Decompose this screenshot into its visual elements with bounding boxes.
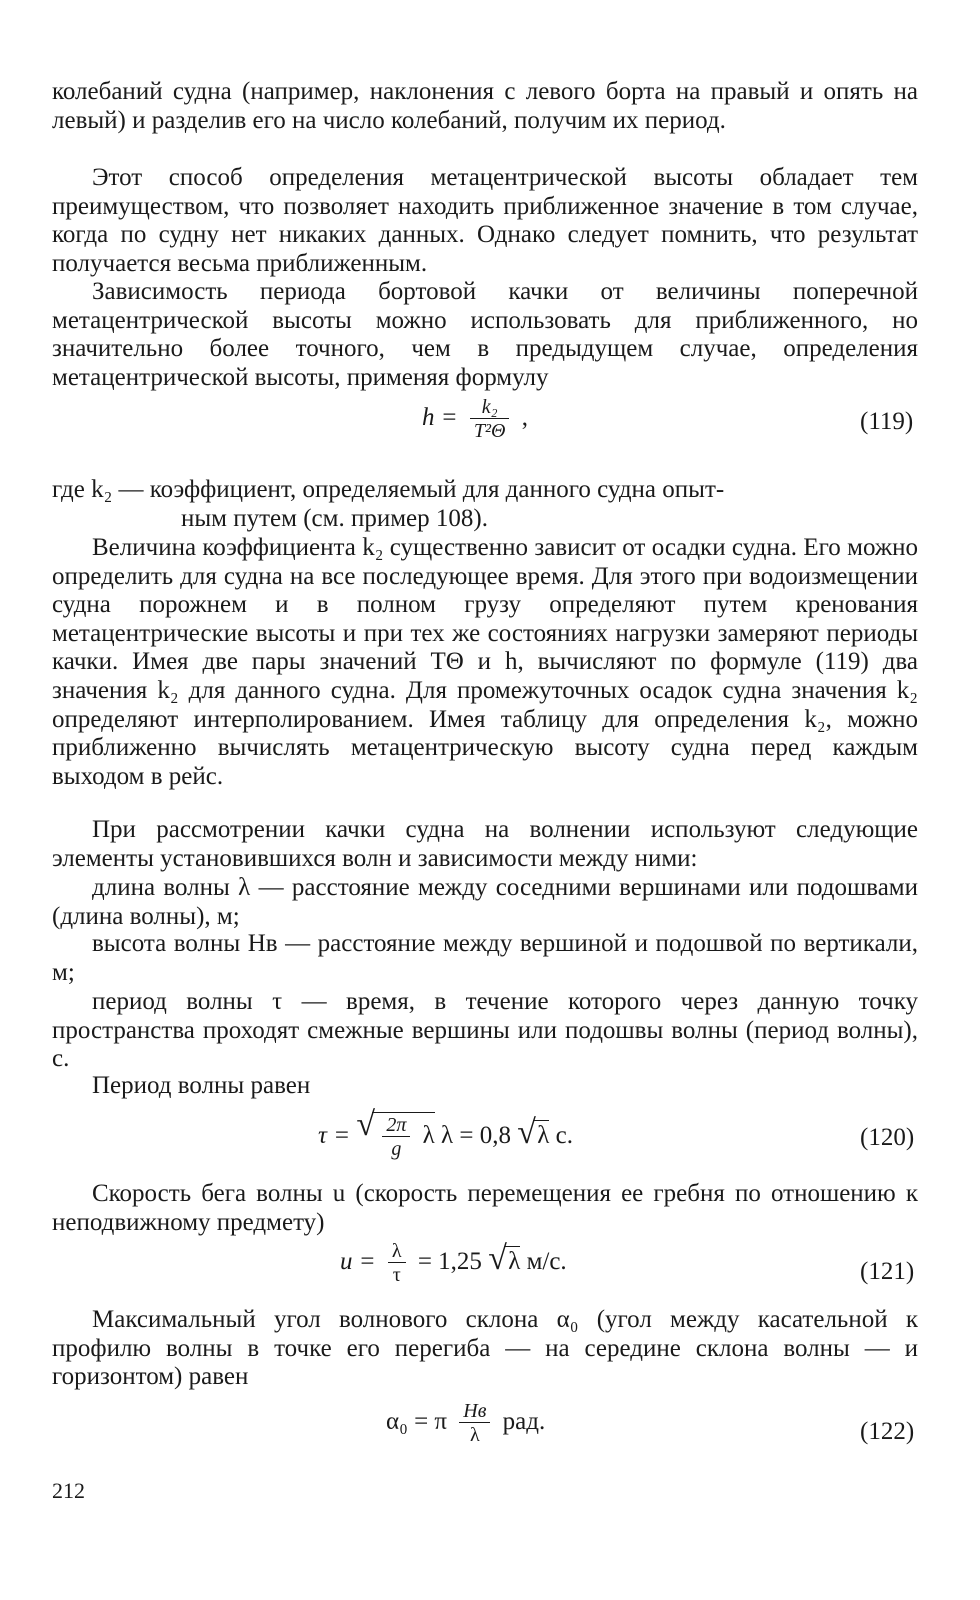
eq120-lambda: λ (422, 1122, 435, 1150)
eq120-radicand-2: λ (537, 1122, 550, 1150)
eq121-sqrt: √ λ (488, 1240, 521, 1278)
paragraph-11: Максимальный угол волнового склона α₀ (угол между касательной к профилю волны в точке его перегиба — на середине склона волны — и горизонтом) равен (52, 1306, 918, 1391)
eq120-denominator: g (391, 1138, 402, 1160)
eq122-numerator: Hв (459, 1400, 490, 1423)
eq121-denominator: τ (392, 1264, 401, 1286)
equation-121 (340, 1240, 567, 1287)
eq120-sqrt-2: √ λ (517, 1114, 550, 1152)
paragraph-1: колебаний судна (например, наклонения с левого борта на правый и опять на левый) и разделив его на число колебаний, получим их период. (52, 78, 918, 134)
eq120-lhs: τ = (318, 1122, 351, 1150)
paragraph-9: Период волны равен (92, 1072, 311, 1099)
eq121-lhs: u = (340, 1248, 376, 1276)
eq120-mid: λ = 0,8 (440, 1122, 511, 1150)
paragraph-6: длина волны λ — расстояние между соседними вершинами или подошвами (длина волны), м; (52, 874, 918, 930)
eq121-fraction (388, 1240, 406, 1287)
eq120-sqrt (356, 1106, 435, 1161)
eq122-denominator: λ (470, 1424, 480, 1446)
paragraph-10: Скорость бега волны u (скорость перемещения ее гребня по отношению к неподвижному предмету) (52, 1180, 918, 1236)
eq121-mid: = 1,25 (417, 1248, 482, 1276)
equation-119 (422, 396, 528, 443)
eq119-lhs: h = (422, 404, 458, 432)
paragraph-3: Зависимость периода бортовой качки от величины поперечной метацентрической высоты можно использовать для приближенного, но значительно более точного, чем в предыдущем случае, определения метацентрической высоты, применяя формулу (52, 278, 918, 391)
paragraph-4: Величина коэффициента k₂ существенно зависит от осадки судна. Его можно определить для судна на все последующее время. Для этого при водоизмещении судна порожнем и в полном грузу определяют путем кренования метацентрические высоты и при тех же состояниях нагрузки замеряют периоды качки. Имея две пары значений TΘ и h, вычисляют по формуле (119) два значения k₂ для данного судна. Для промежуточных осадок судна значения k₂ определяют интерполированием. Имея таблицу для определения k₂, можно приближенно вычислять метацентрическую высоту судна перед каждым выходом в рейс. (52, 534, 918, 790)
equation-120 (318, 1106, 573, 1161)
eq122-tail: рад. (502, 1408, 546, 1436)
eq121-number: (121) (860, 1258, 915, 1285)
paragraph-7: высота волны Hв — расстояние между вершиной и подошвой по вертикали, м; (52, 930, 918, 986)
eq120-number: (120) (860, 1124, 915, 1151)
eq122-lhs: α₀ = π (386, 1408, 448, 1436)
where-line-2: ным путем (см. пример 108). (181, 505, 488, 532)
where-line-1: где k₂ — коэффициент, определяемый для данного судна опыт- (52, 476, 725, 503)
sqrt-sign: √ (356, 1106, 375, 1143)
page-number: 212 (52, 1478, 85, 1503)
eq120-fraction (382, 1114, 410, 1161)
eq120-tail: с. (555, 1122, 573, 1150)
eq122-number: (122) (860, 1418, 915, 1445)
paragraph-8: период волны τ — время, в течение которого через данную точку пространства проходят смежные вершины или подошвы волны (период волны), с. (52, 988, 918, 1073)
eq119-numerator: k₂ (470, 396, 510, 419)
eq122-fraction (459, 1400, 490, 1447)
eq119-tail: , (521, 404, 528, 432)
equation-122 (386, 1400, 545, 1447)
eq121-tail: м/с. (526, 1248, 567, 1276)
eq121-radicand: λ (508, 1248, 521, 1276)
eq119-number: (119) (860, 408, 914, 435)
eq119-fraction (470, 396, 510, 443)
eq121-numerator: λ (388, 1240, 406, 1263)
paragraph-2: Этот способ определения метацентрической высоты обладает тем преимуществом, что позволяет находить приближенное значение в том случае, когда по судну нет никаких данных. Однако следует помнить, что результат получается весьма приближенным. (52, 164, 918, 277)
eq119-denominator: T²Θ (473, 420, 506, 442)
eq120-numerator: 2π (382, 1114, 410, 1137)
paragraph-5: При рассмотрении качки судна на волнении используют следующие элементы установившихся волн и зависимости между ними: (52, 816, 918, 872)
